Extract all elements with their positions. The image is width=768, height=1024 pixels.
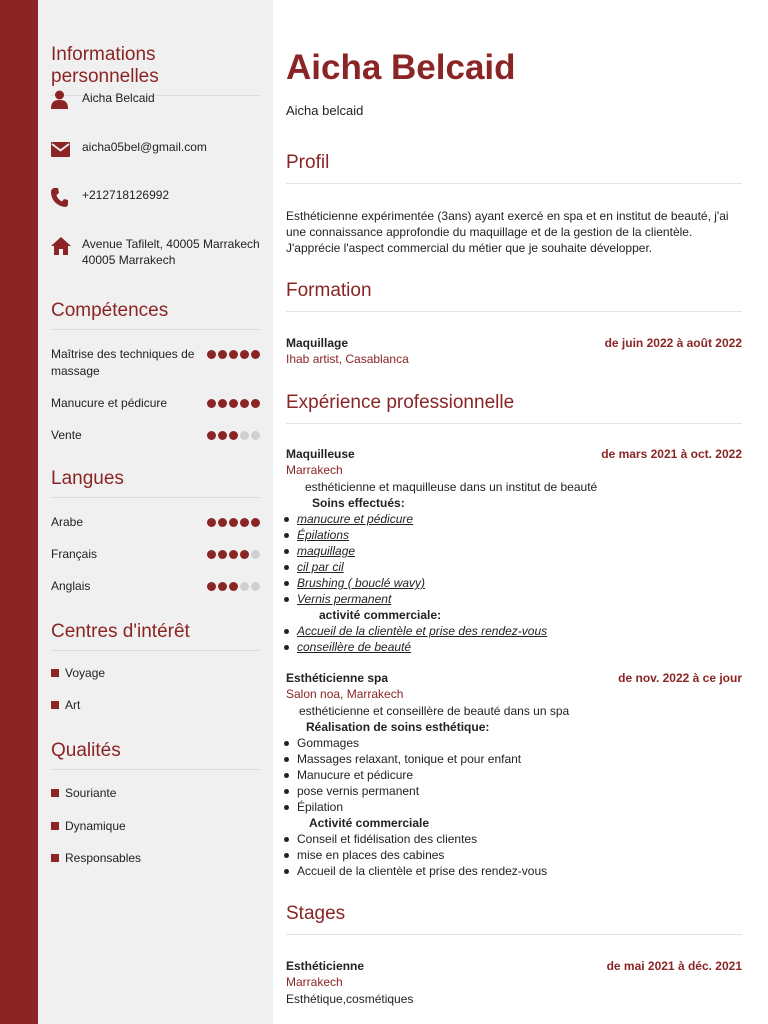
level-dot-filled [251, 518, 260, 527]
skill-row [51, 346, 260, 380]
list-item-text: Accueil de la clientèle et prise des rendez-vous [297, 624, 548, 638]
info-phone-text[interactable]: +212718126992 [82, 188, 170, 202]
skills-list [51, 346, 260, 446]
envelope-icon [51, 139, 82, 157]
level-dot-filled [240, 518, 249, 527]
interest-item [51, 666, 105, 680]
languages-section [51, 468, 260, 498]
formation-place: Ihab artist, Casablanca [286, 352, 409, 366]
list-item [297, 831, 477, 847]
language-name: Arabe [51, 515, 84, 529]
info-email-text[interactable]: aicha05bel@gmail.com [82, 140, 207, 154]
list-item [297, 543, 355, 559]
formation-title: Maquillage [286, 336, 349, 350]
experience-heading: Expérience professionnelle [286, 392, 742, 424]
sidebar [38, 0, 273, 1024]
language-level-dots [207, 546, 260, 559]
list-item [297, 575, 425, 591]
list-item [297, 623, 547, 639]
square-bullet-icon [51, 854, 59, 862]
list-item [297, 799, 343, 815]
main-content [273, 0, 768, 1024]
exp1-subheading-2: activité commerciale: [319, 608, 442, 622]
list-item-text: Brushing ( bouclé wavy) [297, 576, 426, 590]
personal-info-list [51, 90, 260, 280]
list-item-text: Vernis permanent [297, 592, 392, 606]
skill-row [51, 427, 260, 444]
square-bullet-icon [51, 669, 59, 677]
skill-name-line-2: massage [51, 364, 100, 378]
personal-info-heading: Informations personnelles [51, 44, 260, 96]
level-dot-filled [218, 582, 227, 591]
list-item-text: Massages relaxant, tonique et pour enfant [297, 752, 522, 766]
level-dot-empty [251, 431, 260, 440]
list-item [297, 847, 444, 863]
profile-text [286, 208, 742, 256]
exp1-place: Marrakech [286, 463, 343, 477]
level-dot-filled [218, 399, 227, 408]
exp2-date: de nov. 2022 à ce jour [618, 671, 742, 685]
list-item [297, 767, 413, 783]
user-icon [51, 90, 82, 109]
address-line-1: Avenue Tafilelt, 40005 Marrakech [82, 237, 260, 251]
exp2-title: Esthéticienne spa [286, 671, 389, 685]
level-dot-filled [207, 518, 216, 527]
stage-place: Marrakech [286, 975, 343, 989]
candidate-subname: Aicha belcaid [286, 103, 364, 118]
profile-line: une connaissance approfondie du maquillage et de la gestion de la clientèle. [286, 225, 693, 239]
info-phone-row [51, 187, 260, 207]
exp1-description: esthéticienne et maquilleuse dans un institut de beauté [305, 480, 598, 494]
exp1-date: de mars 2021 à oct. 2022 [601, 447, 742, 461]
level-dot-filled [218, 550, 227, 559]
list-item-text: manucure et pédicure [297, 512, 414, 526]
exp2-description: esthéticienne et conseillère de beauté dans un spa [299, 704, 570, 718]
info-address-row [51, 236, 260, 268]
skill-level-dots [207, 346, 260, 359]
candidate-name: Aicha Belcaid [286, 48, 516, 87]
list-item-text: Conseil et fidélisation des clientes [297, 832, 478, 846]
language-level-dots [207, 578, 260, 591]
language-row [51, 546, 260, 563]
level-dot-filled [207, 431, 216, 440]
info-name-row [51, 90, 260, 109]
formation-heading: Formation [286, 280, 742, 312]
square-bullet-icon [51, 822, 59, 830]
level-dot-filled [229, 350, 238, 359]
level-dot-filled [218, 431, 227, 440]
exp1-subheading: Soins effectués: [312, 496, 405, 510]
list-item [297, 591, 391, 607]
qualities-list [51, 786, 260, 876]
level-dot-filled [207, 550, 216, 559]
quality-item [51, 786, 116, 800]
level-dot-empty [240, 582, 249, 591]
exp2-place: Salon noa, Marrakech [286, 687, 404, 701]
list-item-text: maquillage [297, 544, 356, 558]
quality-label: Dynamique [65, 819, 126, 833]
level-dot-filled [251, 350, 260, 359]
interest-label: Art [65, 698, 81, 712]
profile-heading: Profil [286, 152, 742, 184]
list-item [297, 527, 349, 543]
skill-row [51, 395, 260, 412]
level-dot-filled [229, 518, 238, 527]
level-dot-filled [229, 550, 238, 559]
interests-list [51, 666, 260, 726]
interest-label: Voyage [65, 666, 106, 680]
level-dot-filled [251, 399, 260, 408]
personal-info-section [51, 44, 260, 96]
list-item-text: cil par cil [297, 560, 344, 574]
qualities-heading: Qualités [51, 740, 260, 770]
exp1-title: Maquilleuse [286, 447, 355, 461]
skill-name [51, 346, 201, 380]
languages-list [51, 514, 260, 604]
square-bullet-icon [51, 789, 59, 797]
stage-description: Esthétique,cosmétiques [286, 992, 414, 1006]
exp2-subheading: Réalisation de soins esthétique: [306, 720, 490, 734]
level-dot-filled [207, 350, 216, 359]
level-dot-empty [240, 431, 249, 440]
language-name: Anglais [51, 579, 91, 593]
languages-heading: Langues [51, 468, 260, 498]
list-item [297, 511, 413, 527]
skill-name: Vente [51, 428, 82, 442]
list-item-text: pose vernis permanent [297, 784, 420, 798]
quality-item [51, 851, 141, 865]
level-dot-filled [240, 350, 249, 359]
quality-label: Responsables [65, 851, 142, 865]
list-item-text: Épilation [297, 800, 344, 814]
address-line-2: 40005 Marrakech [82, 253, 176, 267]
level-dot-filled [218, 350, 227, 359]
list-item-text: Épilations [297, 528, 350, 542]
list-item-text: conseillère de beauté [297, 640, 412, 654]
list-item [297, 751, 521, 767]
level-dot-filled [229, 582, 238, 591]
language-name: Français [51, 547, 98, 561]
skills-section [51, 300, 260, 330]
list-item [297, 863, 547, 879]
level-dot-filled [240, 550, 249, 559]
left-accent-bar [0, 0, 38, 1024]
formation-date: de juin 2022 à août 2022 [604, 336, 742, 350]
list-item [297, 559, 344, 575]
level-dot-filled [218, 518, 227, 527]
profile-line: J'apprécie l'aspect commercial du métier que je souhaite développer. [286, 241, 653, 255]
home-icon [51, 236, 82, 255]
level-dot-empty [251, 550, 260, 559]
skill-name: Manucure et pédicure [51, 396, 168, 410]
exp2-subheading-2: Activité commerciale [309, 816, 430, 830]
info-email-row [51, 139, 260, 157]
list-item [297, 783, 419, 799]
profile-line: Esthéticienne expérimentée (3ans) ayant exercé en spa et en institut de beauté, j'ai [286, 209, 729, 223]
info-name-text: Aicha Belcaid [82, 91, 155, 105]
level-dot-empty [251, 582, 260, 591]
list-item [297, 735, 359, 751]
list-item [297, 639, 411, 655]
square-bullet-icon [51, 701, 59, 709]
language-row [51, 578, 260, 595]
skill-level-dots [207, 427, 260, 440]
stage-date: de mai 2021 à déc. 2021 [606, 959, 742, 973]
level-dot-filled [240, 399, 249, 408]
level-dot-filled [207, 399, 216, 408]
quality-label: Souriante [65, 786, 117, 800]
level-dot-filled [229, 431, 238, 440]
stage-title: Esthéticienne [286, 959, 365, 973]
interests-section [51, 621, 260, 651]
list-item-text: Manucure et pédicure [297, 768, 414, 782]
list-item-text: mise en places des cabines [297, 848, 445, 862]
language-level-dots [207, 514, 260, 527]
list-item-text: Accueil de la clientèle et prise des rendez-vous [297, 864, 548, 878]
interests-heading: Centres d'intérêt [51, 621, 260, 651]
level-dot-filled [207, 582, 216, 591]
level-dot-filled [229, 399, 238, 408]
quality-item [51, 819, 126, 833]
skills-heading: Compétences [51, 300, 260, 330]
interest-item [51, 698, 80, 712]
list-item-text: Gommages [297, 736, 360, 750]
skill-name-line-1: Maîtrise des techniques de [51, 347, 195, 361]
stages-heading: Stages [286, 903, 742, 935]
info-address-text [82, 236, 260, 268]
skill-level-dots [207, 395, 260, 408]
phone-icon [51, 187, 82, 207]
language-row [51, 514, 260, 531]
qualities-section [51, 740, 260, 770]
